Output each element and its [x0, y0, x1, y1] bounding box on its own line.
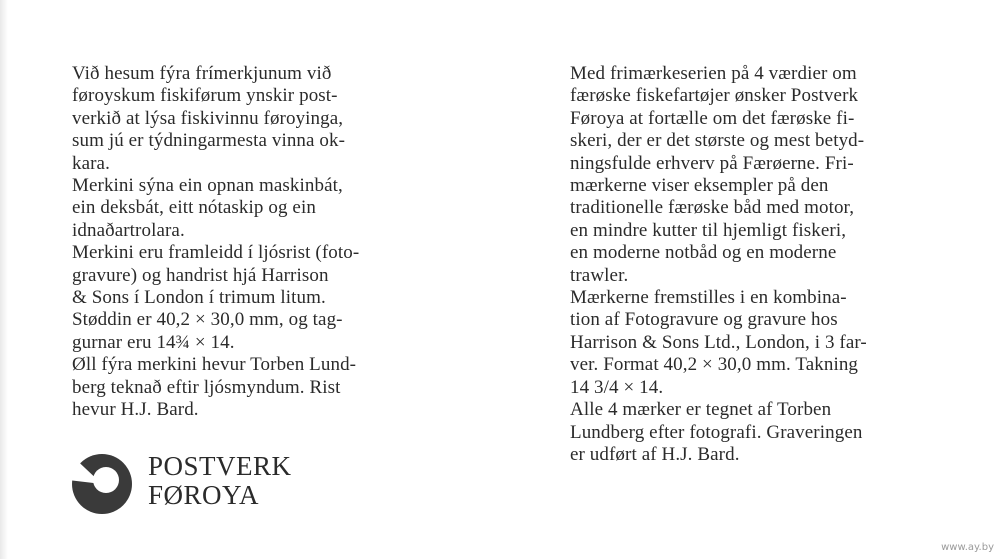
text-line: kara.: [72, 152, 110, 174]
text-line: en mindre kutter til hjemligt fiskeri,: [570, 219, 847, 241]
text-line: gurnar eru 14¾ × 14.: [72, 331, 235, 353]
text-line: berg teknað eftir ljósmyndum. Rist: [72, 376, 341, 398]
text-line: Støddin er 40,2 × 30,0 mm, og tag-: [72, 309, 343, 331]
faroese-text-column: [72, 63, 432, 422]
text-line: føroyskum fiskiførum ynskir post-: [72, 85, 338, 107]
text-line: Føroya at fortælle om det færøske fi-: [570, 107, 855, 129]
text-line: ningsfulde erhverv på Færøerne. Fri-: [570, 152, 854, 174]
text-line: er udført af H.J. Bard.: [570, 443, 740, 465]
posthorn-logo-icon: [68, 452, 134, 516]
text-line: & Sons í London í trimum litum.: [72, 287, 326, 309]
text-line: færøske fiskefartøjer ønsker Postverk: [570, 85, 859, 107]
text-line: verkið at lýsa fiskivinnu føroyinga,: [72, 107, 344, 129]
text-line: Merkini eru framleidd í ljósrist (foto-: [72, 242, 360, 264]
text-line: Lundberg efter fotografi. Graveringen: [570, 421, 863, 443]
page-fold-shadow: [0, 0, 8, 559]
postverk-foroya-logo: [68, 452, 320, 516]
watermark-text: www.ay.by: [941, 542, 994, 553]
text-line: hevur H.J. Bard.: [72, 399, 199, 421]
danish-text-column: [570, 63, 930, 466]
text-line: Med frimærkeserien på 4 værdier om: [570, 63, 857, 84]
text-line: mærkerne viser eksempler på den: [570, 175, 829, 197]
text-line: trawler.: [570, 264, 629, 286]
text-line: Mærkerne fremstilles i en kombina-: [570, 287, 847, 309]
text-line: traditionelle færøske båd med motor,: [570, 197, 855, 219]
text-line: en moderne notbåd og en moderne: [570, 242, 837, 264]
text-line: Øll fýra merkini hevur Torben Lund-: [72, 354, 357, 376]
text-line: Alle 4 mærker er tegnet af Torben: [570, 399, 832, 421]
text-line: Merkini sýna ein opnan maskinbát,: [72, 175, 343, 197]
text-line: gravure) og handrist hjá Harrison: [72, 264, 329, 286]
text-line: Harrison & Sons Ltd., London, i 3 far-: [570, 331, 867, 353]
text-line: ver. Format 40,2 × 30,0 mm. Takning: [570, 354, 859, 376]
logo-text-postverk: POSTVERK: [148, 451, 292, 481]
text-line: skeri, der er det største og mest betyd-: [570, 130, 865, 152]
text-line: tion af Fotogravure og gravure hos: [570, 309, 838, 331]
text-line: Við hesum fýra frímerkjunum við: [72, 63, 332, 84]
text-line: 14 3/4 × 14.: [570, 376, 664, 398]
text-line: sum jú er týdningarmesta vinna ok-: [72, 130, 346, 152]
logo-text-foroya: FØROYA: [148, 480, 260, 510]
text-line: ein deksbát, eitt nótaskip og ein: [72, 197, 316, 219]
text-line: idnaðartrolara.: [72, 219, 185, 241]
